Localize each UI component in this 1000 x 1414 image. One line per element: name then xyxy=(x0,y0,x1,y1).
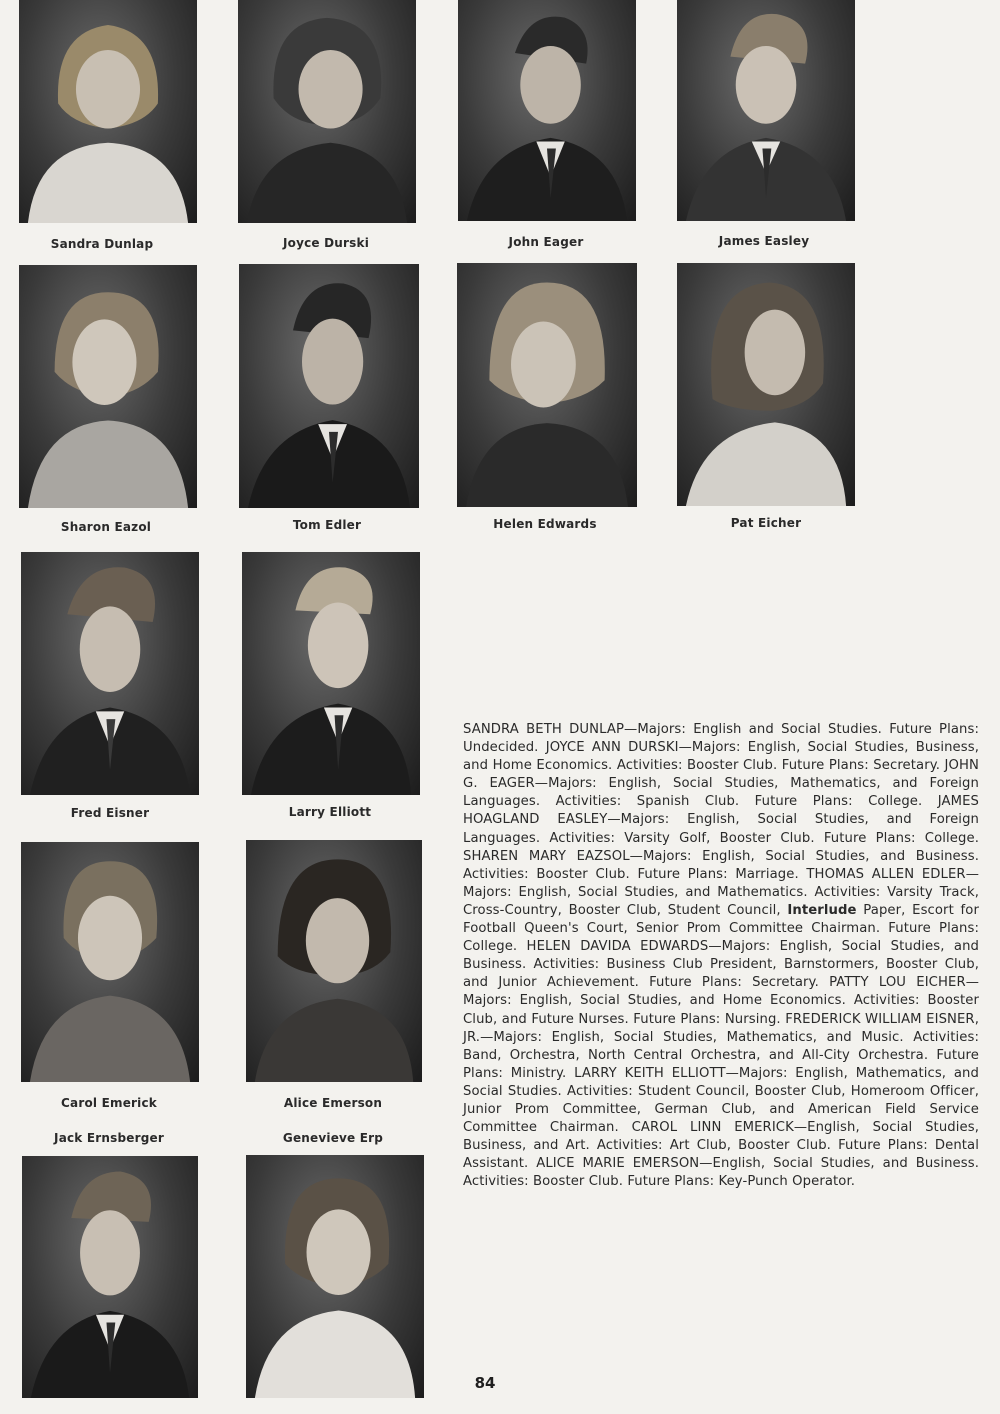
biography-text xyxy=(463,721,979,1191)
portrait-photo-genevieve-erp xyxy=(246,1155,424,1398)
portrait-caption: Larry Elliott xyxy=(288,805,372,819)
portrait-photo-sandra-dunlap xyxy=(19,0,197,223)
portrait-caption: John Eager xyxy=(508,235,584,249)
portrait-photo-joyce-durski xyxy=(238,0,416,223)
portrait-photo-pat-eicher xyxy=(677,263,855,506)
portrait-photo-jack-ernsberger xyxy=(22,1156,198,1398)
portrait-caption: James Easley xyxy=(718,234,810,248)
portrait-caption: Joyce Durski xyxy=(282,236,370,250)
portrait-photo-fred-eisner xyxy=(21,552,199,795)
portrait-photo-sharon-eazol xyxy=(19,265,197,508)
portrait-caption: Genevieve Erp xyxy=(282,1131,384,1145)
portrait-photo-john-eager xyxy=(458,0,636,221)
portrait-caption: Alice Emerson xyxy=(283,1096,383,1110)
portrait-caption: Pat Eicher xyxy=(730,516,802,530)
portrait-caption: Helen Edwards xyxy=(493,517,597,531)
biography-text-part: Paper, Escort for Football Queen's Court, Senior Prom Committee Chairman. Future Plans: College. HELEN DAVIDA EDWARDS—Majors: English, Social Studies, and Business. Activities: Business Club President, Barnstormers, Booster Club, and Junior Achievement. Future Plans: Secretary. PATTY LOU EICHER—Majors: English, Social Studies, and Home Economics. Activities: Booster Club, and Future Nurses. Future Plans: Nursing. FREDERICK WILLIAM EISNER, JR.—Majors: English, Social Studies, Mathematics, and Music. Activities: Band, Orchestra, North Central Orchestra, and All-City Orchestra. Future Plans: Ministry. LARRY KEITH ELLIOTT—Majors: English, Mathematics, and Social Studies. Activities: Student Council, Booster Club, Homeroom Officer, Junior Prom Committee, German Club, and American Field Service Committee Chairman. CAROL LINN EMERICK—English, Social Studies, Business, and Art. Activities: Art Club, Booster Club. Future Plans: Dental Assistant. ALICE MARIE EMERSON—English, Social Studies, and Business. Activities: Booster Club. Future Plans: Key-Punch Operator. xyxy=(463,902,979,1190)
portrait-caption: Jack Ernsberger xyxy=(54,1131,164,1145)
portrait-caption: Tom Edler xyxy=(292,518,362,532)
portrait-caption: Sandra Dunlap xyxy=(50,237,154,251)
portrait-caption: Carol Emerick xyxy=(61,1096,157,1110)
biography-text-part: SANDRA BETH DUNLAP—Majors: English and Social Studies. Future Plans: Undecided. JOYCE ANN DURSKI—Majors: English, Social Studies, Business, and Home Economics. Activities: Booster Club. Future Plans: Secretary. JOHN G. EAGER—Majors: English, Social Studies, Mathematics, and Foreign Languages. Activities: Spanish Club. Future Plans: College. JAMES HOAGLAND EASLEY—Majors: English, Social Studies, and Foreign Languages. Activities: Varsity Golf, Booster Club. Future Plans: College. SHAREN MARY EAZSOL—Majors: English, Social Studies, and Business. Activities: Booster Club. Future Plans: Marriage. THOMAS ALLEN EDLER—Majors: English, Social Studies, and Mathematics. Activities: Varsity Track, Cross-Country, Booster Club, Student Council, xyxy=(463,722,979,918)
portrait-caption: Sharon Eazol xyxy=(60,520,152,534)
portrait-caption: Fred Eisner xyxy=(70,806,150,820)
portrait-photo-james-easley xyxy=(677,0,855,221)
portrait-photo-helen-edwards xyxy=(457,263,637,507)
portrait-photo-carol-emerick xyxy=(21,842,199,1082)
page-number: 84 xyxy=(474,1374,496,1392)
portrait-photo-alice-emerson xyxy=(246,840,422,1082)
portrait-photo-larry-elliott xyxy=(242,552,420,795)
portrait-photo-tom-edler xyxy=(239,264,419,508)
biography-emphasis: Interlude xyxy=(787,902,857,918)
